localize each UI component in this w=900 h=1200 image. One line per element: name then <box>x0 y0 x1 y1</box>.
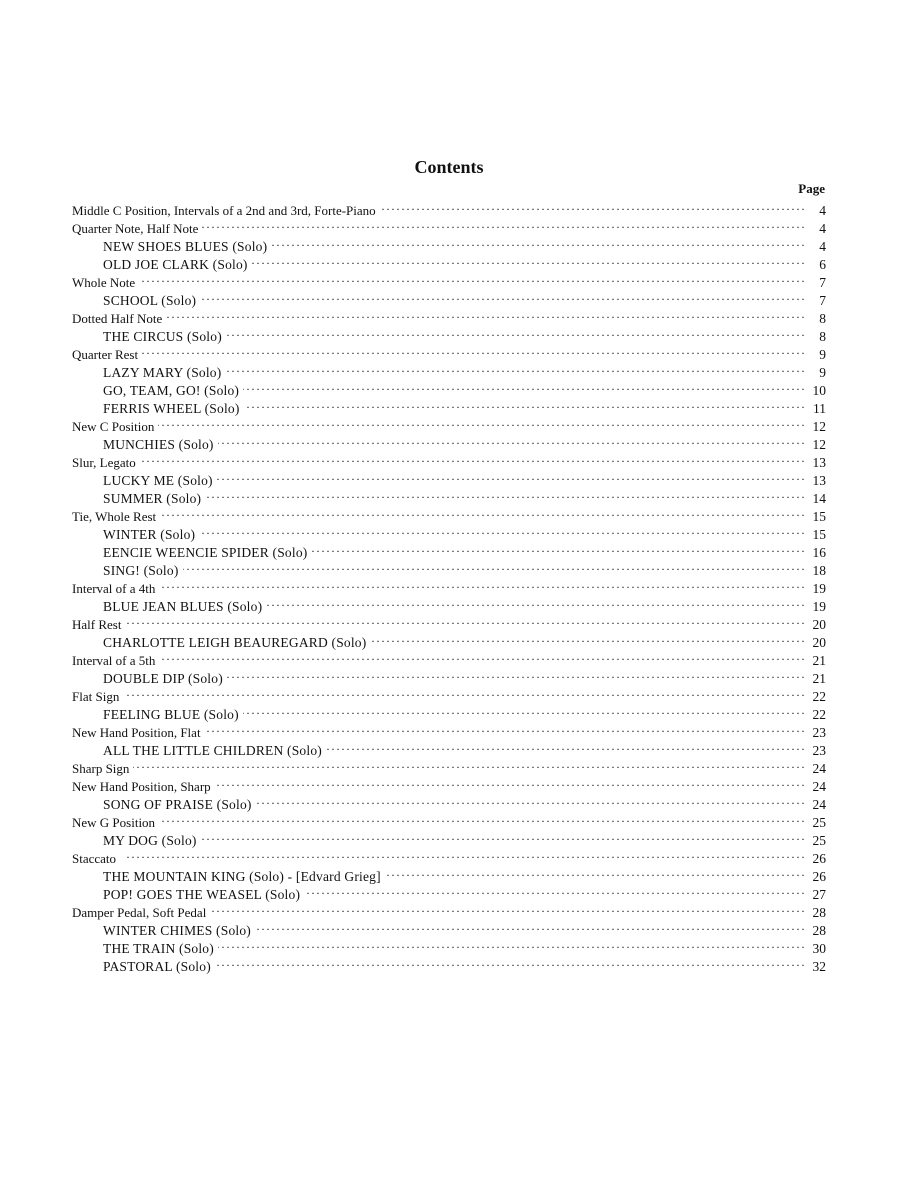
dot-leader <box>183 557 804 575</box>
toc-entry-page-number: 32 <box>812 959 826 974</box>
toc-piece-row <box>72 701 826 722</box>
toc-entry-page-number: 15 <box>812 509 826 524</box>
toc-entry-title: Middle C Position, Intervals of a 2nd and 3rd, Forte-Piano <box>72 203 376 218</box>
toc-entry-page-number: 4 <box>819 203 826 218</box>
toc-entry-page-number: 30 <box>812 941 826 956</box>
toc-entry-title: THE CIRCUS (Solo) <box>103 329 222 344</box>
toc-entry-title: LUCKY ME (Solo) <box>103 473 213 488</box>
toc-entry-page-number: 11 <box>813 401 826 416</box>
dot-leader <box>125 611 804 629</box>
toc-piece-row <box>72 359 826 380</box>
toc-topic-row <box>72 845 826 866</box>
dot-leader <box>266 593 804 611</box>
toc-piece-row <box>72 863 826 884</box>
toc-entry-title: LAZY MARY (Solo) <box>103 365 222 380</box>
toc-piece-row <box>72 323 826 344</box>
toc-topic-row <box>72 755 826 776</box>
dot-leader <box>205 719 804 737</box>
page-title: Contents <box>414 157 484 177</box>
toc-entry-title: BLUE JEAN BLUES (Solo) <box>103 599 263 614</box>
dot-leader <box>252 251 804 269</box>
toc-piece-row <box>72 665 826 686</box>
toc-entry-title: Damper Pedal, Soft Pedal <box>72 905 207 920</box>
toc-piece-row <box>72 287 826 308</box>
toc-entry-page-number: 23 <box>812 743 826 758</box>
toc-entry-title: Interval of a 4th <box>72 581 156 596</box>
toc-entry-title: THE MOUNTAIN KING (Solo) - [Edvard Grieg] <box>103 869 381 884</box>
dot-leader <box>215 953 804 971</box>
toc-entry-page-number: 25 <box>812 833 826 848</box>
toc-list <box>72 197 826 974</box>
toc-entry-page-number: 13 <box>812 473 826 488</box>
toc-topic-row <box>72 305 826 326</box>
toc-entry-page-number: 26 <box>812 869 826 884</box>
dot-leader <box>159 647 804 665</box>
toc-entry-title: THE TRAIN (Solo) <box>103 941 214 956</box>
toc-topic-row <box>72 809 826 830</box>
dot-leader <box>159 809 804 827</box>
toc-entry-title: New Hand Position, Sharp <box>72 779 211 794</box>
toc-entry-page-number: 15 <box>812 527 826 542</box>
dot-leader <box>225 359 804 377</box>
dot-leader <box>142 341 804 359</box>
dot-leader <box>271 233 804 251</box>
toc-entry-page-number: 4 <box>819 221 826 236</box>
toc-entry-page-number: 8 <box>819 329 826 344</box>
dot-leader <box>158 413 804 431</box>
toc-entry-title: New C Position <box>72 419 155 434</box>
dot-leader <box>226 323 804 341</box>
toc-entry-title: Slur, Legato <box>72 455 136 470</box>
toc-entry-page-number: 28 <box>812 905 826 920</box>
dot-leader <box>120 845 804 863</box>
dot-leader <box>139 269 804 287</box>
dot-leader <box>217 467 804 485</box>
toc-entry-page-number: 9 <box>819 347 826 362</box>
toc-entry-title: WINTER CHIMES (Solo) <box>103 923 251 938</box>
toc-entry-page-number: 25 <box>812 815 826 830</box>
toc-piece-row <box>72 467 826 488</box>
toc-entry-page-number: 10 <box>812 383 826 398</box>
toc-entry-title: CHARLOTTE LEIGH BEAUREGARD (Solo) <box>103 635 367 650</box>
toc-entry-title: OLD JOE CLARK (Solo) <box>103 257 248 272</box>
toc-entry-title: Quarter Rest <box>72 347 139 362</box>
toc-entry-page-number: 19 <box>812 599 826 614</box>
toc-entry-page-number: 24 <box>812 779 826 794</box>
toc-entry-page-number: 19 <box>812 581 826 596</box>
toc-entry-page-number: 16 <box>812 545 826 560</box>
dot-leader <box>304 881 804 899</box>
toc-topic-row <box>72 197 826 218</box>
toc-entry-title: Staccato <box>72 851 117 866</box>
contents-page <box>72 155 826 974</box>
toc-entry-page-number: 20 <box>812 635 826 650</box>
toc-entry-page-number: 12 <box>812 419 826 434</box>
dot-leader <box>218 431 804 449</box>
toc-entry-title: POP! GOES THE WEASEL (Solo) <box>103 887 301 902</box>
dot-leader <box>370 629 804 647</box>
toc-entry-page-number: 21 <box>812 653 826 668</box>
toc-topic-row <box>72 773 826 794</box>
toc-entry-title: MY DOG (Solo) <box>103 833 197 848</box>
toc-entry-title: Half Rest <box>72 617 122 632</box>
dot-leader <box>311 539 804 557</box>
toc-topic-row <box>72 269 826 290</box>
toc-entry-title: Interval of a 5th <box>72 653 156 668</box>
toc-entry-title: SONG OF PRAISE (Solo) <box>103 797 252 812</box>
dot-leader <box>202 215 804 233</box>
toc-entry-title: FERRIS WHEEL (Solo) <box>103 401 240 416</box>
toc-entry-title: DOUBLE DIP (Solo) <box>103 671 223 686</box>
dot-leader <box>385 863 804 881</box>
toc-entry-page-number: 13 <box>812 455 826 470</box>
dot-leader <box>244 395 804 413</box>
toc-entry-title: NEW SHOES BLUES (Solo) <box>103 239 268 254</box>
dot-leader <box>380 197 804 215</box>
page-column-header: Page <box>798 181 825 196</box>
toc-entry-page-number: 22 <box>812 707 826 722</box>
toc-entry-page-number: 21 <box>812 671 826 686</box>
toc-entry-title: New G Position <box>72 815 156 830</box>
toc-entry-title: New Hand Position, Flat <box>72 725 201 740</box>
dot-leader <box>227 665 804 683</box>
toc-topic-row <box>72 683 826 704</box>
toc-entry-title: PASTORAL (Solo) <box>103 959 211 974</box>
toc-topic-row <box>72 503 826 524</box>
toc-piece-row <box>72 431 826 452</box>
toc-entry-title: SCHOOL (Solo) <box>103 293 197 308</box>
toc-topic-row <box>72 449 826 470</box>
toc-entry-page-number: 22 <box>812 689 826 704</box>
dot-leader <box>205 485 804 503</box>
dot-leader <box>243 701 804 719</box>
toc-entry-title: Sharp Sign <box>72 761 130 776</box>
toc-entry-title: Dotted Half Note <box>72 311 163 326</box>
dot-leader <box>160 503 804 521</box>
dot-leader <box>326 737 804 755</box>
toc-piece-row <box>72 629 826 650</box>
toc-topic-row <box>72 413 826 434</box>
dot-leader <box>140 449 804 467</box>
toc-entry-page-number: 7 <box>819 293 826 308</box>
dot-leader <box>159 575 804 593</box>
toc-entry-title: GO, TEAM, GO! (Solo) <box>103 383 240 398</box>
toc-entry-page-number: 9 <box>819 365 826 380</box>
dot-leader <box>255 917 804 935</box>
toc-piece-row <box>72 827 826 848</box>
dot-leader <box>201 827 804 845</box>
toc-entry-page-number: 20 <box>812 617 826 632</box>
toc-entry-page-number: 8 <box>819 311 826 326</box>
toc-topic-row <box>72 341 826 362</box>
dot-leader <box>215 773 804 791</box>
toc-entry-page-number: 7 <box>819 275 826 290</box>
toc-topic-row <box>72 647 826 668</box>
toc-entry-title: Flat Sign <box>72 689 120 704</box>
dot-leader <box>210 899 804 917</box>
toc-entry-page-number: 24 <box>812 797 826 812</box>
toc-entry-title: MUNCHIES (Solo) <box>103 437 214 452</box>
dot-leader <box>199 521 804 539</box>
toc-entry-page-number: 6 <box>819 257 826 272</box>
toc-entry-title: Whole Note <box>72 275 136 290</box>
toc-entry-title: ALL THE LITTLE CHILDREN (Solo) <box>103 743 322 758</box>
toc-entry-page-number: 27 <box>812 887 826 902</box>
toc-entry-title: SUMMER (Solo) <box>103 491 202 506</box>
dot-leader <box>243 377 804 395</box>
toc-entry-title: WINTER (Solo) <box>103 527 196 542</box>
toc-entry-page-number: 18 <box>812 563 826 578</box>
toc-entry-page-number: 4 <box>819 239 826 254</box>
toc-entry-title: Quarter Note, Half Note <box>72 221 199 236</box>
toc-entry-title: FEELING BLUE (Solo) <box>103 707 239 722</box>
dot-leader <box>200 287 804 305</box>
toc-entry-title: EENCIE WEENCIE SPIDER (Solo) <box>103 545 308 560</box>
toc-piece-row <box>72 557 826 578</box>
toc-entry-title: Tie, Whole Rest <box>72 509 157 524</box>
toc-entry-page-number: 28 <box>812 923 826 938</box>
toc-entry-page-number: 23 <box>812 725 826 740</box>
dot-leader <box>133 755 804 773</box>
dot-leader <box>256 791 804 809</box>
toc-entry-page-number: 14 <box>812 491 826 506</box>
toc-piece-row <box>72 593 826 614</box>
toc-topic-row <box>72 575 826 596</box>
dot-leader <box>123 683 804 701</box>
toc-entry-page-number: 12 <box>812 437 826 452</box>
toc-entry-page-number: 24 <box>812 761 826 776</box>
dot-leader <box>166 305 804 323</box>
dot-leader <box>218 935 804 953</box>
toc-piece-row <box>72 521 826 542</box>
toc-entry-page-number: 26 <box>812 851 826 866</box>
toc-topic-row <box>72 611 826 632</box>
toc-entry-title: SING! (Solo) <box>103 563 179 578</box>
